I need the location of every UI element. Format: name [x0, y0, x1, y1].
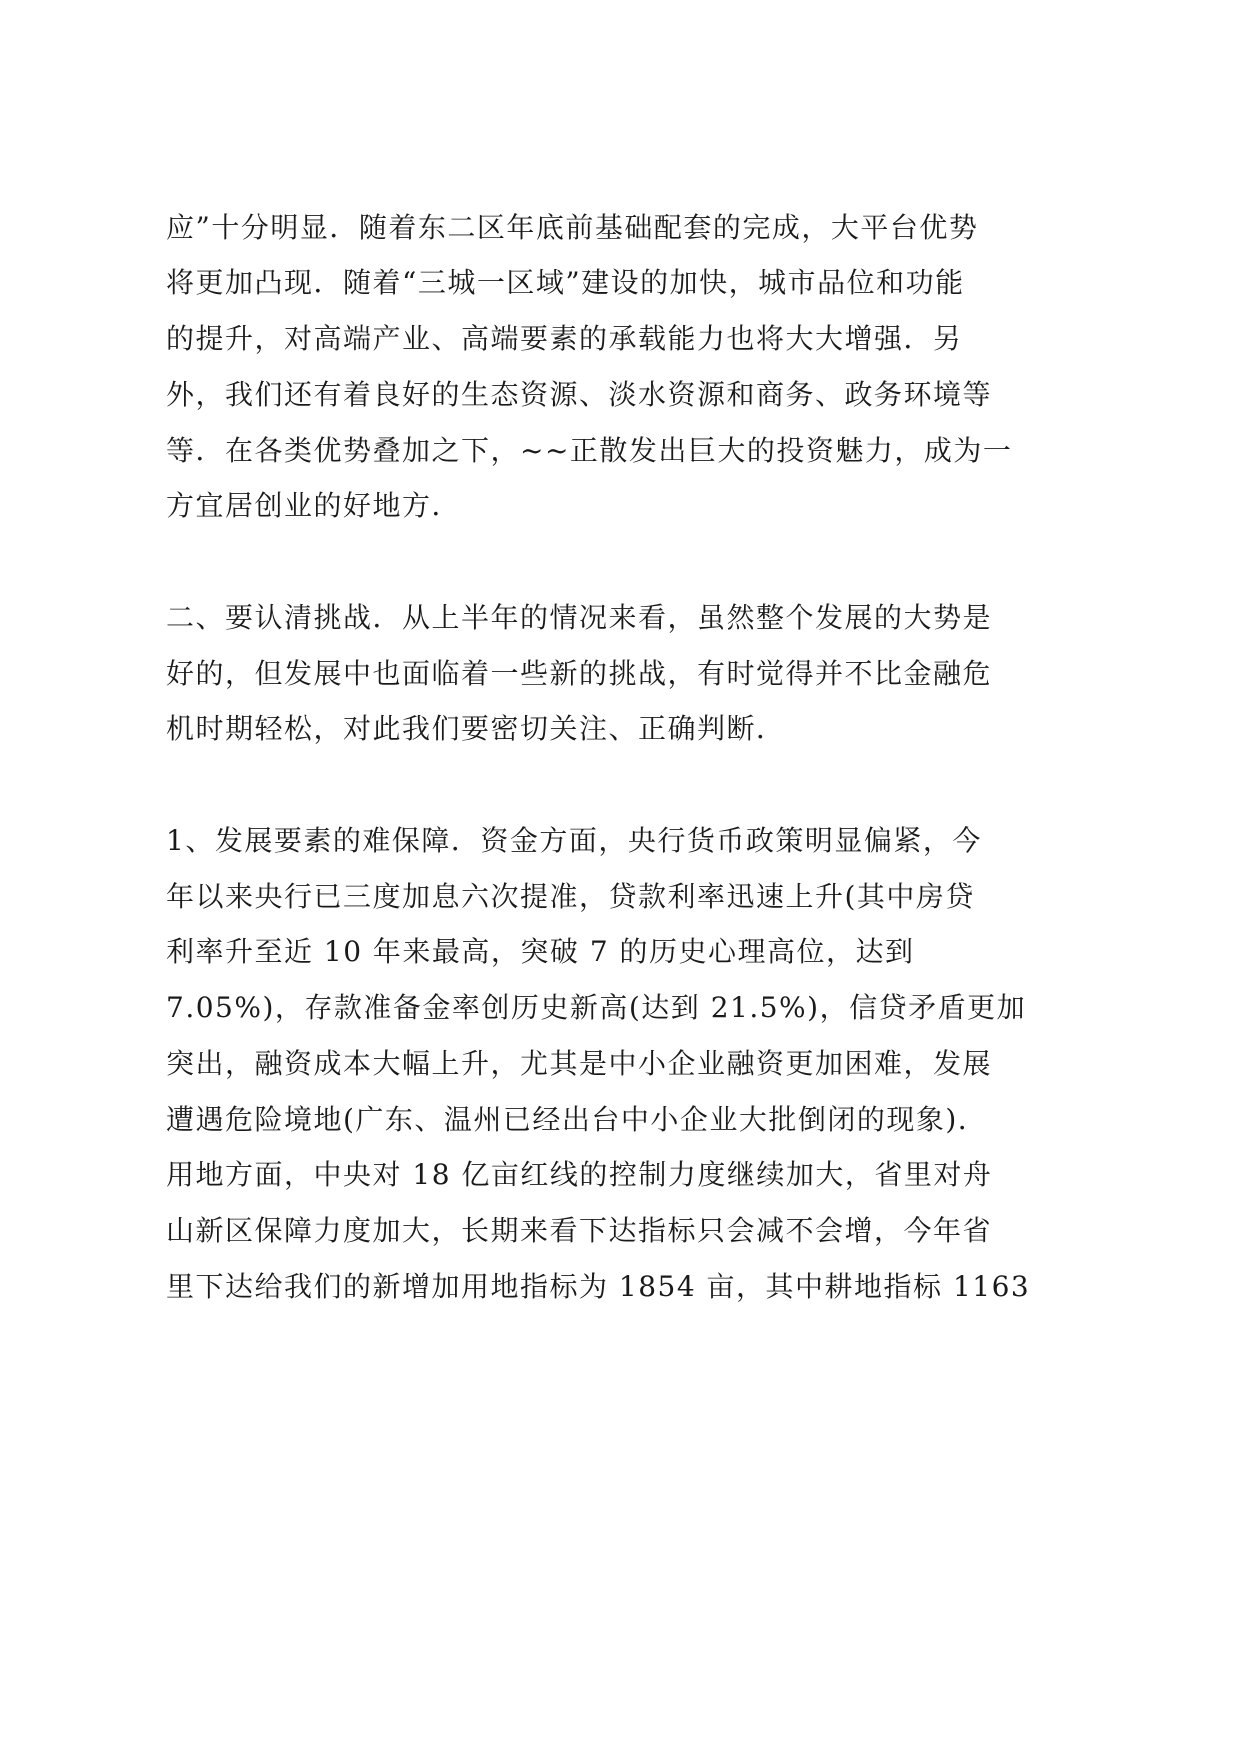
paragraph-1-line-5: 等．在各类优势叠加之下，~~正散发出巨大的投资魅力，成为一	[166, 434, 1013, 467]
paragraph-1-line-2: 将更加凸现．随着“三城一区域”建设的加快，城市品位和功能	[166, 266, 965, 299]
paragraph-3-line-7: 用地方面，中央对 18 亿亩红线的控制力度继续加大，省里对舟	[166, 1158, 993, 1191]
paragraph-3-line-9: 里下达给我们的新增加用地指标为 1854 亩，其中耕地指标 1163	[166, 1270, 1031, 1303]
paragraph-1-line-1: 应”十分明显．随着东二区年底前基础配套的完成，大平台优势	[166, 211, 979, 244]
paragraph-3-line-5: 突出，融资成本大幅上升，尤其是中小企业融资更加困难，发展	[166, 1047, 993, 1080]
paragraph-3-line-1: 1、发展要素的难保障．资金方面，央行货币政策明显偏紧，今	[166, 824, 982, 857]
paragraph-1-line-4: 外，我们还有着良好的生态资源、淡水资源和商务、政务环境等	[166, 378, 993, 411]
paragraph-2-line-3: 机时期轻松，对此我们要密切关注、正确判断．	[166, 712, 786, 745]
paragraph-1-line-6: 方宜居创业的好地方．	[166, 489, 462, 522]
paragraph-3-line-8: 山新区保障力度加大，长期来看下达指标只会减不会增，今年省	[166, 1214, 993, 1247]
paragraph-3-line-6: 遭遇危险境地(广东、温州已经出台中小企业大批倒闭的现象)．	[166, 1103, 988, 1136]
paragraph-3-line-2: 年以来央行已三度加息六次提准，贷款利率迅速上升(其中房贷	[166, 880, 975, 913]
paragraph-1-line-3: 的提升，对高端产业、高端要素的承载能力也将大大增强．另	[166, 322, 963, 355]
paragraph-2-line-2: 好的，但发展中也面临着一些新的挑战，有时觉得并不比金融危	[166, 657, 993, 690]
paragraph-2-line-1: 二、要认清挑战．从上半年的情况来看，虽然整个发展的大势是	[166, 601, 993, 634]
paragraph-3-line-4: 7.05%)，存款准备金率创历史新高(达到 21.5%)，信贷矛盾更加	[166, 991, 1027, 1024]
paragraph-3-line-3: 利率升至近 10 年来最高，突破 7 的历史心理高位，达到	[166, 935, 915, 968]
